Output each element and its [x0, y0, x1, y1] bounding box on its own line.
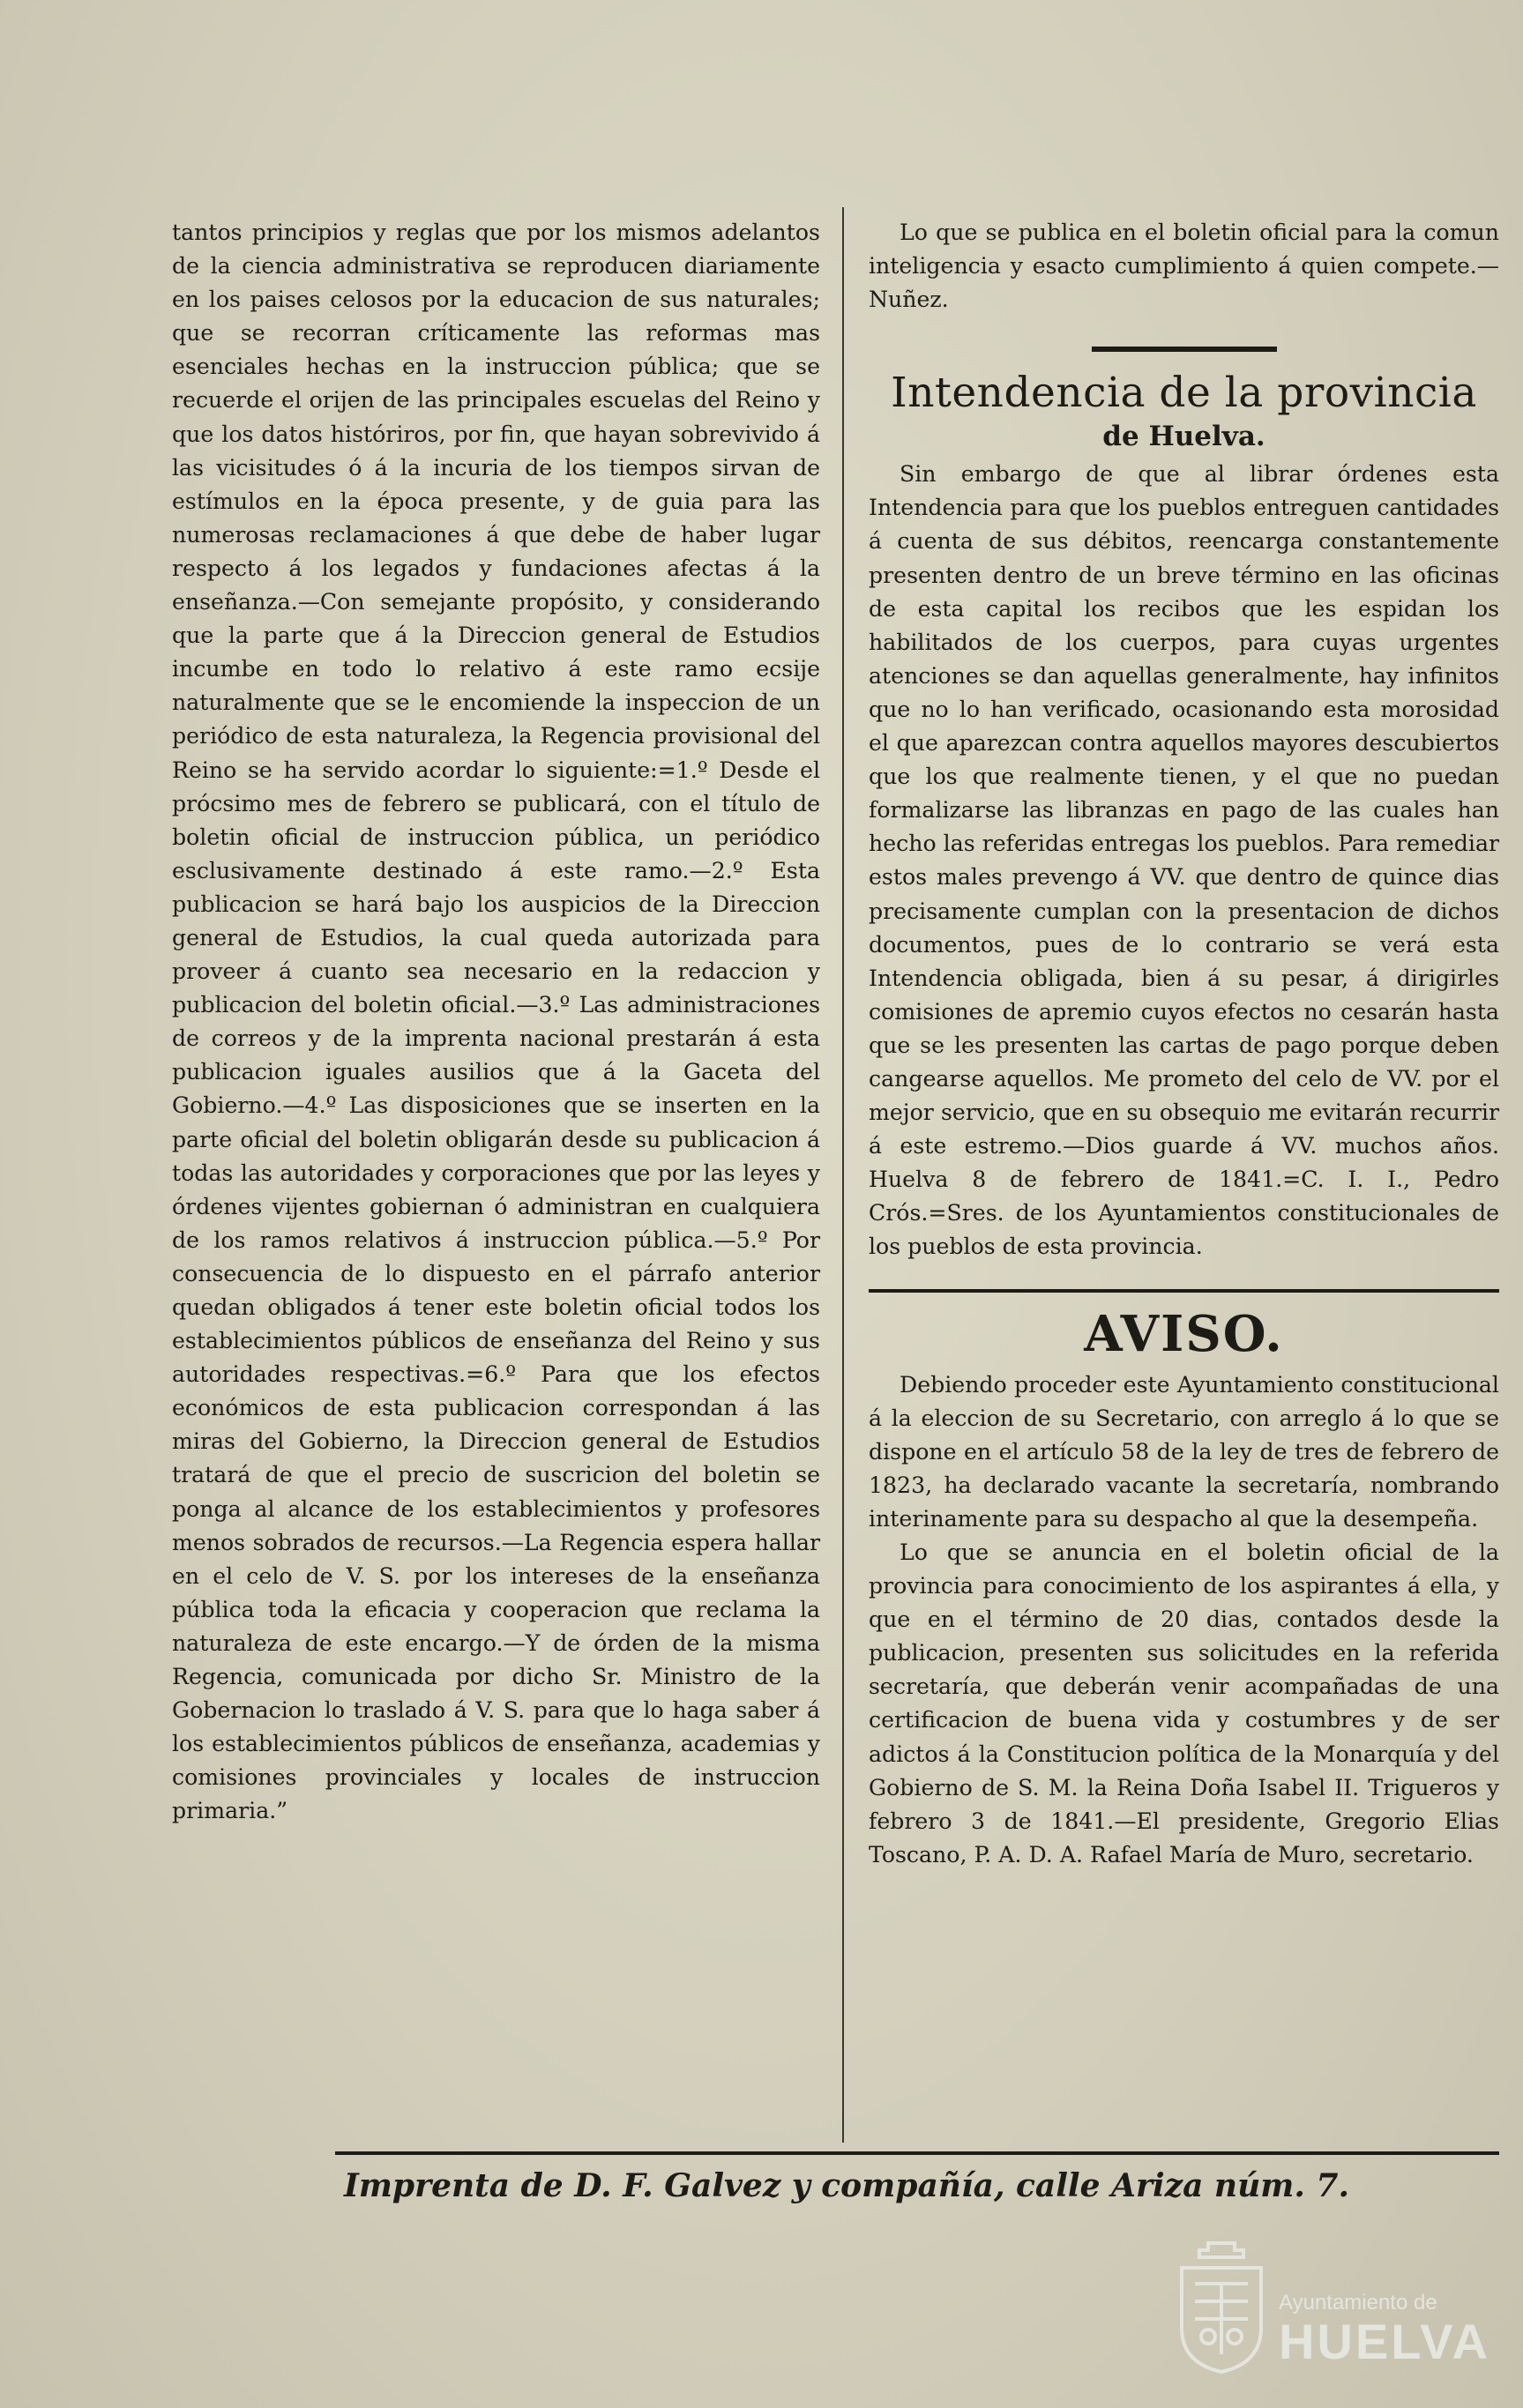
watermark-line-1: Ayuntamiento de — [1279, 2291, 1437, 2315]
intro-paragraph: Lo que se publica en el boletin oficial para la comun inteligencia y esacto cumplimiento á quien compete.—Nuñez. — [869, 220, 1499, 313]
aviso-heading: AVISO. — [1084, 1304, 1284, 1363]
intendencia-body: Sin embargo de que al librar órdenes esta Intendencia para que los pueblos entreguen cantidades á cuenta de sus débitos, reencarga constantemente presenten dentro de un breve término en las oficinas de esta capital los recibos que les espidan los habilitados de los cuerpos, para cuyas urgentes atenciones se dan aquellas generalmente, hay infinitos que no lo han verificado, ocasionando esta morosidad el que aparezcan contra aquellos mayores descubiertos que los que realmente tienen, y el que no puedan formalizarse las libranzas en pago de las cuales han hecho las referidas entregas los pueblos. Para remediar estos males prevengo á VV. que dentro de quince dias precisamente cumplan con la presentacion de dichos documentos, pues de lo contrario se verá esta Intendencia obligada, bien á su pesar, á dirigirles comisiones de apremio cuyos efectos no cesarán hasta que se les presenten las cartas de pago porque deben cangearse aquellos. Me prometo del celo de VV. por el mejor servicio, que en su obsequio me evitarán recurrir á este estremo.—Dios guarde á VV. muchos años. Huelva 8 de febrero de 1841.=C. I. I., Pedro Crós.=Sres. de los Ayuntamientos constitucionales de los pueblos de esta provincia. — [869, 461, 1499, 1260]
right-column — [869, 216, 1499, 1872]
section-rule — [869, 1289, 1499, 1293]
column-divider — [842, 207, 844, 2143]
left-column-text: tantos principios y reglas que por los mismos adelantos de la ciencia administrativa se reproducen diariamente en los paises celosos por la educacion de sus naturales; que se recorran críticamente las reformas mas esenciales hechas en la instruccion pública; que se recuerde el orijen de las principales escuelas del Reino y que los datos históriros, por fin, que hayan sobrevivido á las vicisitudes ó á la incuria de los tiempos sirvan de estímulos en la época presente, y de guia para las numerosas reclamaciones á que debe de haber lugar respecto á los legados y fundaciones afectas á la enseñanza.—Con semejante propósito, y considerando que la parte que á la Direccion general de Estudios incumbe en todo lo relativo á este ramo ecsije naturalmente que se le encomiende la inspeccion de un periódico de esta naturaleza, la Regencia provisional del Reino se ha servido acordar lo siguiente:=1.º Desde el prócsimo mes de febrero se publicará, con el título de boletin oficial de instruccion pública, un periódico esclusivamente destinado á este ramo.—2.º Esta publicacion se hará bajo los auspicios de la Direccion general de Estudios, la cual queda autorizada para proveer á cuanto sea necesario en la redaccion y publicacion del boletin oficial.—3.º Las administraciones de correos y de la imprenta nacional prestarán á esta publicacion iguales ausilios que á la Gaceta del Gobierno.—4.º Las disposiciones que se inserten en la parte oficial del boletin obligarán desde su publicacion á todas las autoridades y corporaciones que por las leyes y órdenes vijentes gobiernan ó administran en cualquiera de los ramos relativos á instruccion pública.—5.º Por consecuencia de lo dispuesto en el párrafo anterior quedan obligados á tener este boletin oficial todos los establecimientos públicos de enseñanza del Reino y sus autoridades respectivas.=6.º Para que los efectos económicos de esta publicacion correspondan á las miras del Gobierno, la Direccion general de Estudios tratará de que el precio de suscricion del boletin se ponga al alcance de los establecimientos y profesores menos sobrados de recursos.—La Regencia espera hallar en el celo de V. S. por los intereses de la enseñanza pública toda la eficacia y cooperacion que reclama la naturaleza de este encargo.—Y de órden de la misma Regencia, comunicada por dicho Sr. Ministro de la Gobernacion lo traslado á V. S. para que lo haga saber á los establecimientos públicos de enseñanza, academias y comisiones provinciales y locales de instruccion primaria.” — [172, 220, 820, 1824]
crest-icon — [1173, 2240, 1270, 2376]
watermark-logo — [1173, 2240, 1490, 2381]
aviso-paragraph-1: Debiendo proceder este Ayuntamiento constitucional á la eleccion de su Secretario, con arreglo á lo que se dispone en el artículo 58 de la ley de tres de febrero de 1823, ha declarado vacante la secretaría, nombrando interinamente para su despacho al que la desempeña. — [869, 1371, 1499, 1532]
footer-rule — [335, 2151, 1499, 2155]
left-column — [172, 216, 820, 1829]
aviso-paragraph-2: Lo que se anuncia en el boletin oficial de la provincia para conocimiento de los aspirantes á ella, y que en el término de 20 dias, contados desde la publicacion, presenten sus solicitudes en la referida secretaría, que deberán venir acompañadas de una certificacion de buena vida y costumbres y de ser adictos á la Constitucion política de la Monarquía y del Gobierno de S. M. la Reina Doña Isabel II. Trigueros y febrero 3 de 1841.—El presidente, Gregorio Elias Toscano, P. A. D. A. Rafael María de Muro, secretario. — [869, 1539, 1499, 1868]
section-rule — [1092, 347, 1277, 352]
watermark-line-2: HUELVA — [1279, 2314, 1490, 2369]
intendencia-subheading: de Huelva. — [1102, 421, 1265, 453]
intendencia-heading: Intendencia de la provincia — [891, 369, 1477, 418]
printer-imprint: Imprenta de D. F. Galvez y compañía, calle Ariza núm. 7. — [344, 2167, 1350, 2204]
